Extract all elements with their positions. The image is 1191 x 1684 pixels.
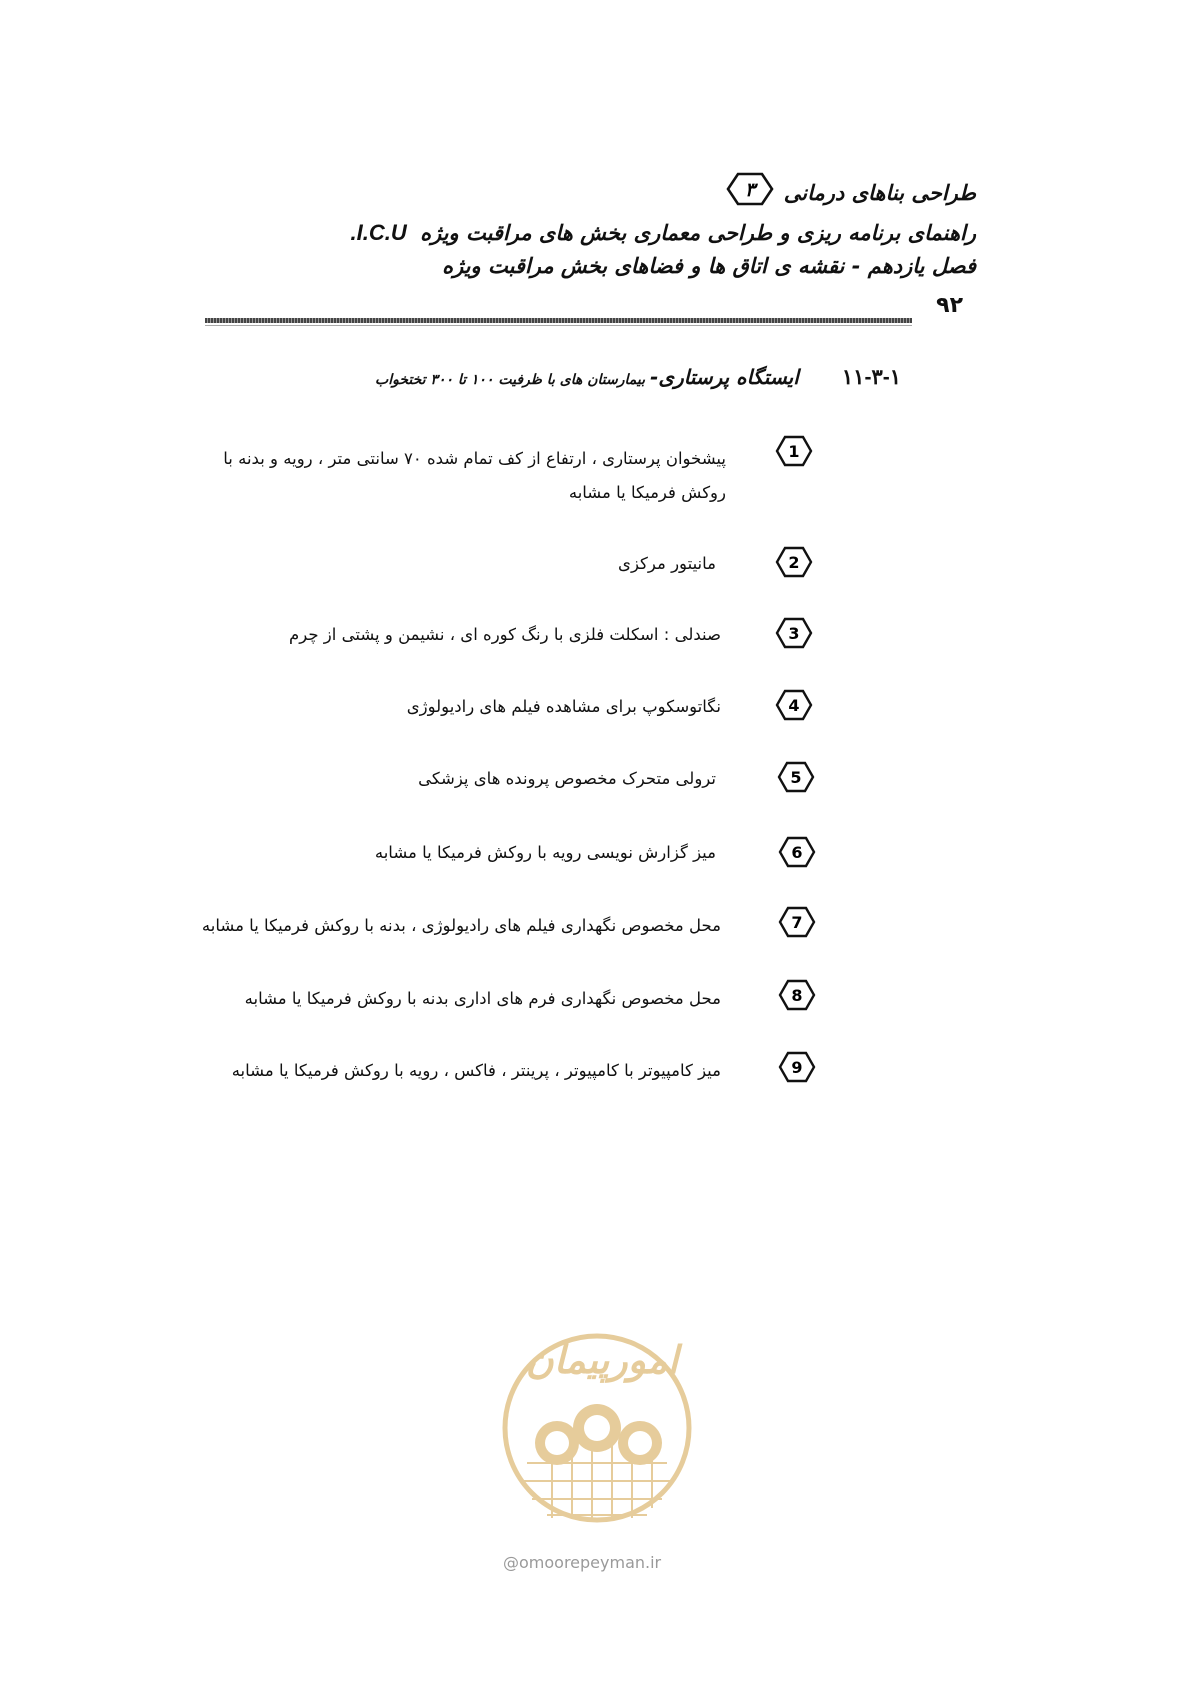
watermark-logo-text: امورپیمان: [525, 1338, 679, 1382]
watermark-logo: [497, 1303, 697, 1568]
list-item-1-line-2: روکش فرمیکا یا مشابه: [568, 483, 726, 502]
item-badge-2: [775, 546, 813, 578]
list-item-7-line-1: محل مخصوص نگهداری فیلم های رادیولوژی ، بدنه با روکش فرمیکا یا مشابه: [201, 916, 721, 935]
item-badge-3: [775, 617, 813, 649]
item-badge-5: [777, 761, 815, 793]
list-item-4: [407, 690, 721, 724]
item-badge-3-text: 3: [788, 624, 800, 643]
list-item-2: [618, 547, 716, 581]
section-subtitle: بیمارستان های با ظرفیت ۱۰۰ تا ۳۰۰ تختخواب: [375, 372, 646, 388]
list-item-9-line-1: میز کامپیوتر با کامپیوتر ، پرینتر ، فاکس ، رویه با روکش فرمیکا یا مشابه: [231, 1061, 721, 1080]
watermark-url: @omoorepeyman.ir: [503, 1553, 662, 1572]
item-badge-4: [775, 689, 813, 721]
icu-code: I.C.U.: [350, 220, 407, 245]
item-badge-6: [778, 836, 816, 868]
item-badge-9-text: 9: [791, 1058, 803, 1077]
list-item-5: [418, 762, 716, 796]
list-item-7: [202, 909, 721, 943]
document-header: [196, 172, 976, 283]
item-badge-5-text: 5: [790, 768, 802, 787]
item-badge-4-text: 4: [788, 696, 800, 715]
book-title: [196, 172, 976, 216]
list-item-8-line-1: محل مخصوص نگهداری فرم های اداری بدنه با روکش فرمیکا یا مشابه: [244, 989, 721, 1008]
chapter-title: فصل یازدهم - نقشه ی اتاق ها و فضاهای بخش مراقبت ویژه: [442, 254, 976, 278]
list-item-6: [375, 836, 716, 870]
list-item-6-line-1: میز گزارش نویسی رویه با روکش فرمیکا یا مشابه: [374, 843, 716, 862]
item-badge-7-text: 7: [791, 913, 803, 932]
list-item-1-line-1: پیشخوان پرستاری ، ارتفاع از کف تمام شده ۷۰ سانتی متر ، رویه و بدنه با: [223, 449, 726, 468]
volume-badge: [726, 172, 774, 216]
list-item-4-line-1: نگاتوسکوپ برای مشاهده فیلم های رادیولوژی: [406, 697, 721, 716]
list-item-2-line-1: مانیتور مرکزی: [618, 554, 716, 573]
section-number: ۱۱-۳-۱: [841, 366, 901, 389]
list-item-9: [232, 1054, 721, 1088]
header-divider: [205, 318, 912, 323]
list-item-8: [245, 982, 721, 1016]
item-badge-8-text: 8: [791, 986, 803, 1005]
item-badge-6-text: 6: [791, 843, 803, 862]
item-badge-1: [775, 435, 813, 467]
item-badge-1-text: 1: [788, 442, 800, 461]
list-item-1: [223, 442, 726, 510]
book-subtitle-text: راهنمای برنامه ریزی و طراحی معماری بخش های مراقبت ویژه: [420, 221, 976, 245]
list-item-3: [289, 618, 721, 652]
item-badge-7: [778, 906, 816, 938]
item-badge-9: [778, 1051, 816, 1083]
book-subtitle: [196, 216, 976, 250]
volume-badge-text: ۳: [745, 179, 756, 201]
section-title: ایستگاه پرستاری-: [650, 365, 799, 389]
list-item-3-line-1: صندلی : اسکلت فلزی با رنگ کوره ای ، نشیمن و پشتی از چرم: [289, 625, 721, 644]
page-number: ۹۲: [936, 293, 963, 318]
item-badge-8: [778, 979, 816, 1011]
book-title-text: طراحی بناهای درمانی: [783, 181, 976, 205]
item-badge-2-text: 2: [788, 553, 800, 572]
section-heading: [375, 365, 901, 390]
list-item-5-line-1: ترولی متحرک مخصوص پرونده های پزشکی: [418, 769, 716, 788]
header-divider-underline: [205, 325, 912, 326]
